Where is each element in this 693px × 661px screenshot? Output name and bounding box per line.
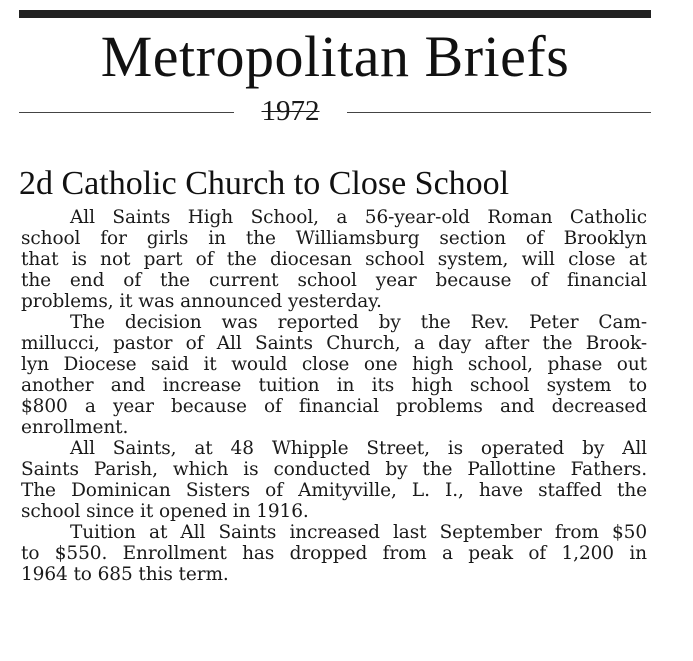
top-rule xyxy=(19,10,651,18)
body-line: school since it opened in 1916. xyxy=(21,501,309,522)
body-line: Tuition at All Saints increased last September from $50 xyxy=(70,522,647,543)
body-line: All Saints High School, a 56-year-old Roman Catholic xyxy=(70,207,647,228)
body-line: the end of the current school year because of financial xyxy=(21,270,647,291)
year-rule-left xyxy=(19,112,234,113)
body-line: that is not part of the diocesan school system, will close at xyxy=(21,249,647,270)
body-line: The Dominican Sisters of Amityville, L. I., have staffed the xyxy=(21,480,647,501)
body-line: to $550. Enrollment has dropped from a peak of 1,200 in xyxy=(21,543,647,564)
body-line: All Saints, at 48 Whipple Street, is operated by All xyxy=(70,438,647,459)
year-rule-right xyxy=(347,112,651,113)
body-line: lyn Diocese said it would close one high school, phase out xyxy=(21,354,647,375)
body-line: problems, it was announced yesterday. xyxy=(21,291,382,312)
body-line: Saints Parish, which is conducted by the Pallottine Fathers. xyxy=(21,459,647,480)
article-headline: 2d Catholic Church to Close School xyxy=(19,165,510,202)
body-line: The decision was reported by the Rev. Peter Cam- xyxy=(70,312,647,333)
body-line: 1964 to 685 this term. xyxy=(21,564,229,585)
body-line: another and increase tuition in its high school system to xyxy=(21,375,647,396)
body-line: enrollment. xyxy=(21,417,129,438)
article-body xyxy=(21,207,647,585)
year-row xyxy=(19,94,651,130)
body-line: school for girls in the Williamsburg section of Brooklyn xyxy=(21,228,647,249)
masthead-title: Metropolitan Briefs xyxy=(100,24,570,89)
body-line: millucci, pastor of All Saints Church, a day after the Brook- xyxy=(21,333,647,354)
edition-year: 1972 xyxy=(261,95,320,127)
body-line: $800 a year because of financial problems and decreased xyxy=(21,396,647,417)
